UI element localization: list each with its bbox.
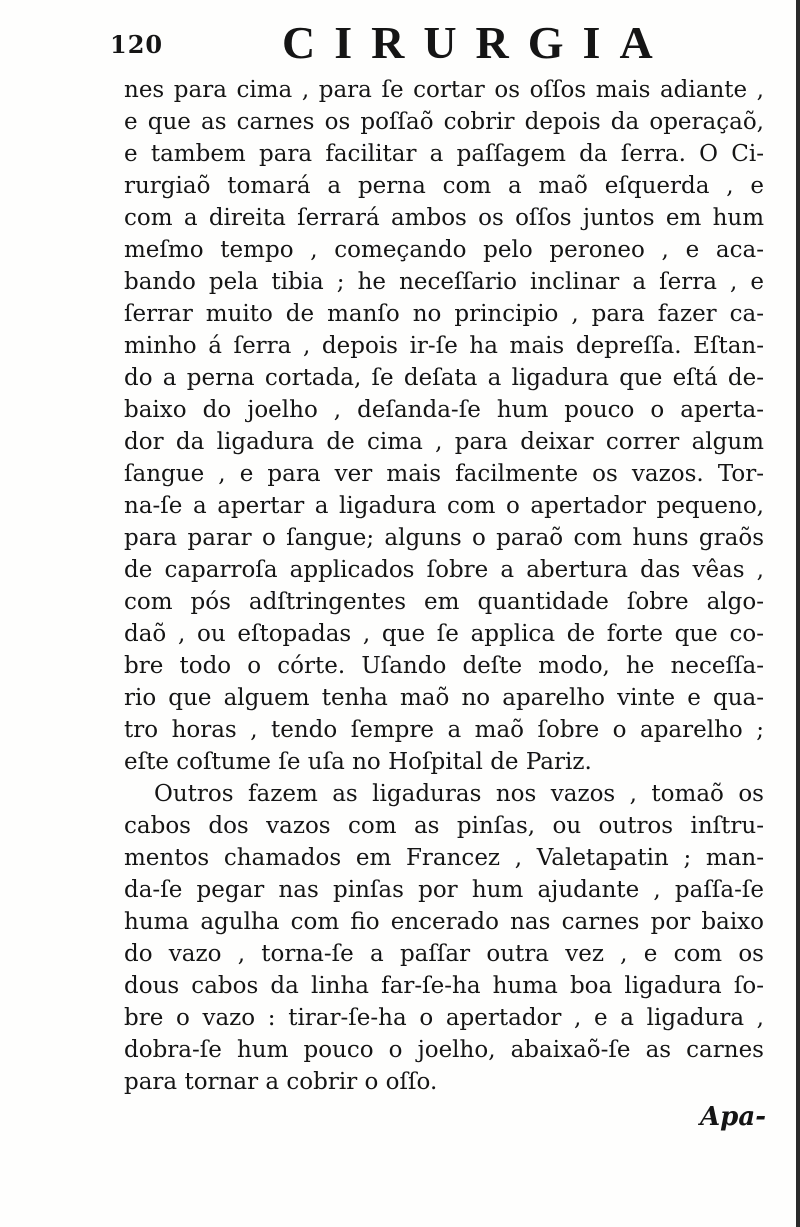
text-line: para parar o ſangue; alguns o paraõ com huns graõs bbox=[124, 525, 764, 551]
body-text bbox=[124, 74, 764, 1098]
text-line: baixo do joelho , deſanda-ſe hum pouco o aperta- bbox=[124, 397, 764, 423]
text-line: Outros fazem as ligaduras nos vazos , tomaõ os bbox=[154, 781, 764, 807]
text-line: da-ſe pegar nas pinſas por hum ajudante , paſſa-ſe bbox=[124, 877, 764, 903]
text-line: e tambem para facilitar a paſſagem da ſerra. O Ci- bbox=[124, 141, 764, 167]
catchword: Apa- bbox=[700, 1102, 766, 1132]
text-line: para tornar a cobrir o oſſo. bbox=[124, 1069, 438, 1095]
text-line: ſangue , e para ver mais facilmente os vazos. Tor- bbox=[124, 461, 764, 487]
text-line: ſerrar muito de manſo no principio , para fazer ca- bbox=[124, 301, 764, 327]
text-line: dobra-ſe hum pouco o joelho, abaixaõ-ſe as carnes bbox=[124, 1037, 764, 1063]
page-edge-shadow bbox=[796, 0, 800, 1227]
text-line: bre o vazo : tirar-ſe-ha o apertador , e a ligadura , bbox=[124, 1005, 764, 1031]
text-line: cabos dos vazos com as pinſas, ou outros inſtru- bbox=[124, 813, 764, 839]
text-line: dor da ligadura de cima , para deixar correr algum bbox=[124, 429, 764, 455]
text-line: bando pela tibia ; he neceſſario inclinar a ſerra , e bbox=[124, 269, 764, 295]
page-header bbox=[110, 18, 670, 68]
text-line: eſte coſtume ſe uſa no Hoſpital de Pariz. bbox=[124, 749, 592, 775]
text-line: minho á ſerra , depois ir-ſe ha mais depreſſa. Eſtan- bbox=[124, 333, 764, 359]
text-line: de caparroſa applicados ſobre a abertura das vêas , bbox=[124, 557, 764, 583]
text-line: bre todo o córte. Uſando deſte modo, he neceſſa- bbox=[124, 653, 764, 679]
page-number: 120 bbox=[110, 30, 164, 59]
running-head: CIRURGIA bbox=[282, 17, 672, 68]
text-line: do vazo , torna-ſe a paſſar outra vez , e com os bbox=[124, 941, 764, 967]
text-line: tro horas , tendo ſempre a maõ ſobre o aparelho ; bbox=[124, 717, 764, 743]
text-line: huma agulha com fio encerado nas carnes por baixo bbox=[124, 909, 764, 935]
text-line: meſmo tempo , começando pelo peroneo , e aca- bbox=[124, 237, 764, 263]
text-line: nes para cima , para ſe cortar os oſſos mais adiante , bbox=[124, 77, 764, 103]
text-line: e que as carnes os poſſaõ cobrir depois da operaçaõ, bbox=[124, 109, 764, 135]
text-line: com a direita ſerrará ambos os oſſos juntos em hum bbox=[124, 205, 764, 231]
text-line: rio que alguem tenha maõ no aparelho vinte e qua- bbox=[124, 685, 764, 711]
text-line: do a perna cortada, ſe deſata a ligadura que eſtá de- bbox=[124, 365, 764, 391]
text-line: rurgiaõ tomará a perna com a maõ eſquerda , e bbox=[124, 173, 764, 199]
text-line: daõ , ou eſtopadas , que ſe applica de forte que co- bbox=[124, 621, 764, 647]
text-line: mentos chamados em Francez , Valetapatin ; man- bbox=[124, 845, 764, 871]
text-line: na-ſe a apertar a ligadura com o apertador pequeno, bbox=[124, 493, 764, 519]
text-line: dous cabos da linha far-ſe-ha huma boa ligadura ſo- bbox=[124, 973, 764, 999]
text-line: com pós adſtringentes em quantidade ſobre algo- bbox=[124, 589, 764, 615]
